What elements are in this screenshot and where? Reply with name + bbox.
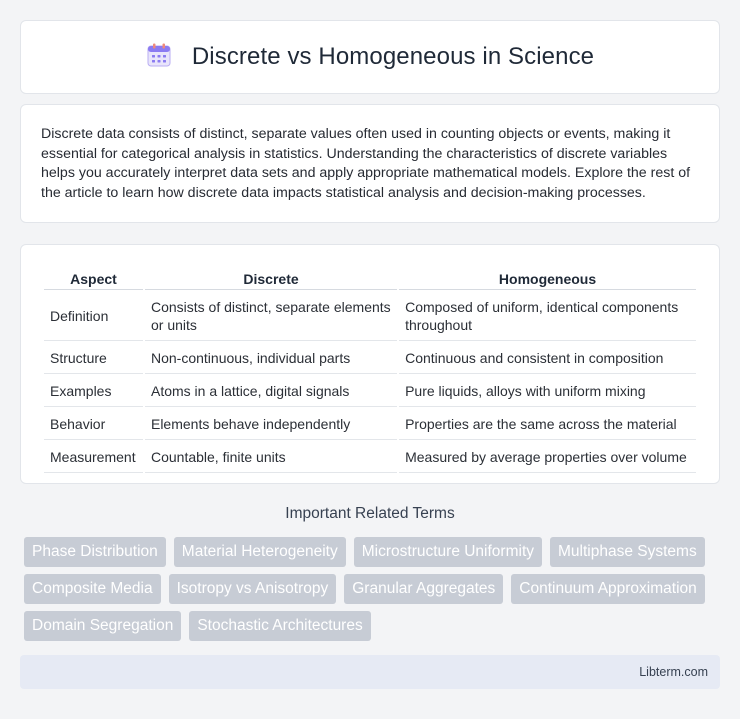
cell-aspect: Examples: [44, 376, 143, 407]
table-row: [44, 376, 696, 407]
table-row: [44, 442, 696, 473]
page-title: Discrete vs Homogeneous in Science: [191, 43, 595, 70]
tag-stochastic-architectures[interactable]: Stochastic Architectures: [189, 611, 370, 641]
cell-homogeneous: Measured by average properties over volume: [399, 442, 696, 473]
cell-discrete: Non-continuous, individual parts: [145, 343, 397, 374]
header-discrete: Discrete: [145, 267, 397, 290]
table-row: [44, 343, 696, 374]
cell-aspect: Measurement: [44, 442, 143, 473]
tag-material-heterogeneity[interactable]: Material Heterogeneity: [174, 537, 346, 567]
calendar-icon: [146, 42, 172, 73]
cell-homogeneous: Properties are the same across the material: [399, 409, 696, 440]
related-tags: [20, 537, 720, 641]
tag-granular-aggregates[interactable]: Granular Aggregates: [344, 574, 503, 604]
table-row: [44, 292, 696, 341]
header-card: [20, 20, 720, 94]
related-terms-title: Important Related Terms: [285, 505, 455, 522]
comparison-table: [42, 265, 698, 475]
cell-homogeneous: Continuous and consistent in composition: [399, 343, 696, 374]
tag-composite-media[interactable]: Composite Media: [24, 574, 161, 604]
comparison-table-card: [20, 244, 720, 484]
cell-homogeneous: Composed of uniform, identical components throughout: [399, 292, 696, 341]
cell-discrete: Elements behave independently: [145, 409, 397, 440]
tag-phase-distribution[interactable]: Phase Distribution: [24, 537, 166, 567]
table-header-row: [44, 267, 696, 290]
footer-site-link[interactable]: Libterm.com: [639, 665, 708, 679]
tag-domain-segregation[interactable]: Domain Segregation: [24, 611, 181, 641]
intro-paragraph: Discrete data consists of distinct, separate values often used in counting objects or events, making it essential for categorical analysis in statistics. Understanding the characteristics of discrete variables helps you accurately interpret data sets and apply appropriate mathematical models. Explore the rest of the article to learn how discrete data impacts statistical analysis and decision-making processes.: [41, 126, 691, 201]
cell-aspect: Structure: [44, 343, 143, 374]
related-terms-section: [20, 505, 720, 641]
intro-card: [20, 104, 720, 223]
tag-microstructure-uniformity[interactable]: Microstructure Uniformity: [354, 537, 542, 567]
tag-isotropy-vs-anisotropy[interactable]: Isotropy vs Anisotropy: [169, 574, 337, 604]
footer: [20, 655, 720, 689]
tag-continuum-approximation[interactable]: Continuum Approximation: [511, 574, 705, 604]
cell-aspect: Behavior: [44, 409, 143, 440]
tag-multiphase-systems[interactable]: Multiphase Systems: [550, 537, 705, 567]
cell-homogeneous: Pure liquids, alloys with uniform mixing: [399, 376, 696, 407]
cell-discrete: Consists of distinct, separate elements or units: [145, 292, 397, 341]
cell-discrete: Countable, finite units: [145, 442, 397, 473]
header-aspect: Aspect: [44, 267, 143, 290]
table-row: [44, 409, 696, 440]
cell-discrete: Atoms in a lattice, digital signals: [145, 376, 397, 407]
cell-aspect: Definition: [44, 292, 143, 341]
header-homogeneous: Homogeneous: [399, 267, 696, 290]
